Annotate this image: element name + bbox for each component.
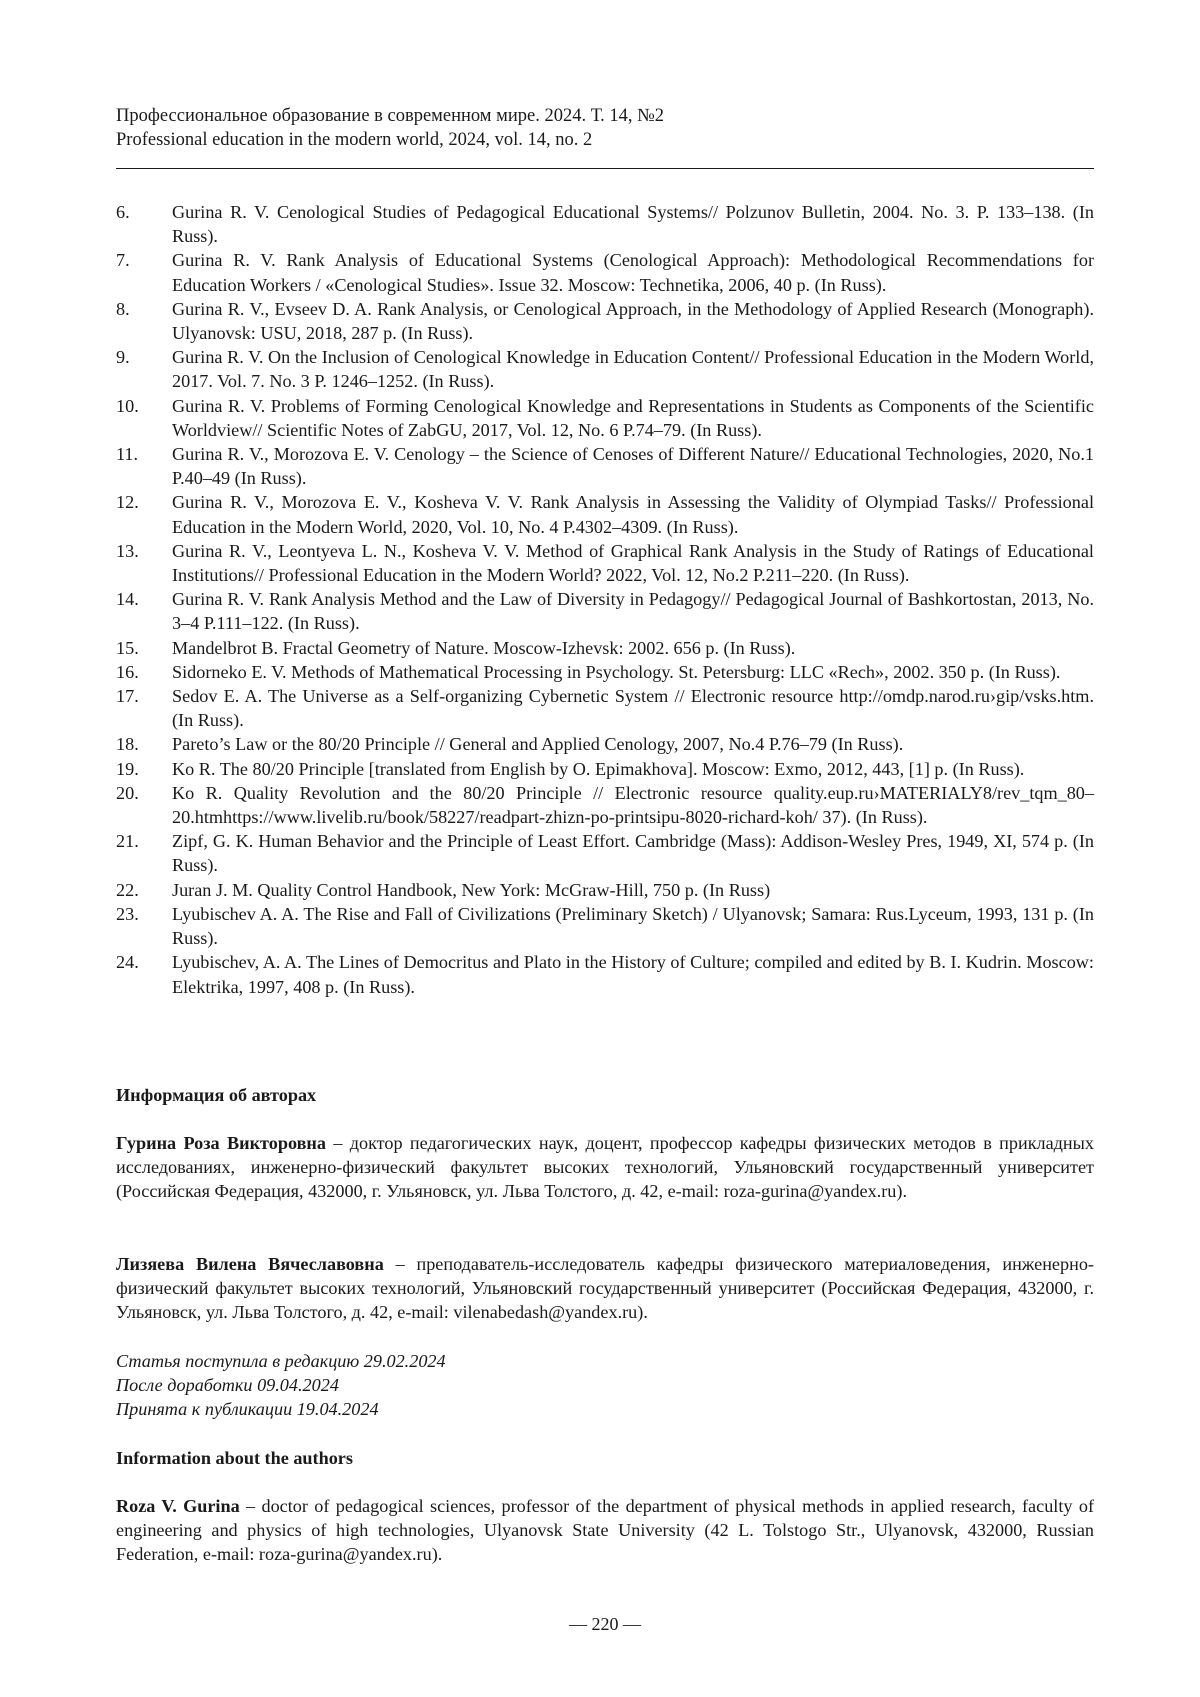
- reference-text: Pareto’s Law or the 80/20 Principle // General and Applied Cenology, 2007, No.4 P.76–79 (In Russ).: [172, 734, 903, 754]
- reference-number: 13.: [116, 539, 139, 563]
- article-dates: [116, 1349, 1094, 1422]
- reference-item: [116, 539, 1094, 587]
- reference-number: 20.: [116, 781, 139, 805]
- reference-item: [116, 442, 1094, 490]
- author-description: – преподаватель-исследователь кафедры физического материаловедения, инженерно-физический факультет высоких технологий, Ульяновский государственный университет (Российская Федерация, 432000, г. Ульяновск, ул. Льва Толстого, д. 42, e-mail: vilenabedash@yandex.ru).: [116, 1254, 1094, 1322]
- reference-text: Ko R. The 80/20 Principle [translated from English by O. Epimakhova]. Moscow: Exmo, 2012, 443, [1] p. (In Russ).: [172, 759, 1024, 779]
- reference-number: 24.: [116, 950, 139, 974]
- reference-item: [116, 345, 1094, 393]
- reference-text: Gurina R. V., Morozova E. V. Cenology – the Science of Cenoses of Different Nature// Educational Technologies, 2020, No.1 P.40–49 (In Russ).: [172, 444, 1094, 488]
- date-accepted: Принята к публикации 19.04.2024: [116, 1397, 1094, 1421]
- header-line-en: Professional education in the modern world, 2024, vol. 14, no. 2: [116, 128, 1094, 152]
- reference-item: [116, 394, 1094, 442]
- author-description: – доктор педагогических наук, доцент, профессор кафедры физических методов в прикладных исследованиях, инженерно-физический факультет высоких технологий, Ульяновский государственный университет (Российская Федерация, 432000, г. Ульяновск, ул. Льва Толстого, д. 42, e-mail: roza-gurina@yandex.ru).: [116, 1133, 1094, 1201]
- author-name: Roza V. Gurina: [116, 1496, 240, 1516]
- reference-item: [116, 781, 1094, 829]
- reference-text: Gurina R. V. On the Inclusion of Cenological Knowledge in Education Content// Professional Education in the Modern World, 2017. Vol. 7. No. 3 P. 1246–1252. (In Russ).: [172, 347, 1094, 391]
- author-bio-gurina-ru: [116, 1131, 1094, 1204]
- journal-page: [116, 0, 1094, 1697]
- author-name: Лизяева Вилена Вячеславовна: [116, 1254, 384, 1274]
- reference-text: Gurina R. V., Morozova E. V., Kosheva V. V. Rank Analysis in Assessing the Validity of Olympiad Tasks// Professional Education in the Modern World, 2020, Vol. 10, No. 4 P.4302–4309. (In Russ).: [172, 492, 1094, 536]
- reference-number: 12.: [116, 490, 139, 514]
- reference-text: Mandelbrot B. Fractal Geometry of Nature. Moscow-Izhevsk: 2002. 656 p. (In Russ).: [172, 638, 795, 658]
- reference-item: [116, 660, 1094, 684]
- author-description: – doctor of pedagogical sciences, professor of the department of physical methods in applied research, faculty of engineering and physics of high technologies, Ulyanovsk State University (42 L. Tolstogo Str., Ulyanovsk, 432000, Russian Federation, e-mail: roza-gurina@yandex.ru).: [116, 1496, 1094, 1564]
- reference-item: [116, 829, 1094, 877]
- reference-text: Gurina R. V. Rank Analysis of Educational Systems (Cenological Approach): Methodological Recommendations for Education Workers / «Cenological Studies». Issue 32. Moscow: Technetika, 2006, 40 p. (In Russ).: [172, 250, 1094, 294]
- reference-text: Ko R. Quality Revolution and the 80/20 Principle // Electronic resource quality.eup.ru›MATERIALY8/rev_tqm_80–20.htmhttps://www.livelib.ru/book/58227/readpart-zhizn-po-printsipu-8020-richard-koh/ 37). (In Russ).: [172, 783, 1094, 827]
- reference-text: Gurina R. V. Rank Analysis Method and the Law of Diversity in Pedagogy// Pedagogical Journal of Bashkortostan, 2013, No. 3–4 P.111–122. (In Russ).: [172, 589, 1094, 633]
- reference-text: Lyubischev A. A. The Rise and Fall of Civilizations (Preliminary Sketch) / Ulyanovsk; Samara: Rus.Lyceum, 1993, 131 p. (In Russ).: [172, 904, 1094, 948]
- authors-ru-title: [116, 1083, 1094, 1107]
- date-revised: После доработки 09.04.2024: [116, 1373, 1094, 1397]
- reference-number: 21.: [116, 829, 139, 853]
- reference-number: 17.: [116, 684, 139, 708]
- reference-item: [116, 248, 1094, 296]
- section-title: Information about the authors: [116, 1448, 353, 1468]
- reference-number: 22.: [116, 878, 139, 902]
- reference-text: Zipf, G. K. Human Behavior and the Principle of Least Effort. Cambridge (Mass): Addison-Wesley Pres, 1949, XI, 574 p. (In Russ).: [172, 831, 1094, 875]
- reference-number: 9.: [116, 345, 130, 369]
- author-bio-lizyaeva-ru: [116, 1252, 1094, 1325]
- reference-text: Gurina R. V. Problems of Forming Cenological Knowledge and Representations in Students as Components of the Scientific Worldview// Scientific Notes of ZabGU, 2017, Vol. 12, No. 6 P.74–79. (In Russ).: [172, 396, 1094, 440]
- reference-number: 7.: [116, 248, 130, 272]
- reference-text: Juran J. M. Quality Control Handbook, New York: McGraw-Hill, 750 p. (In Russ): [172, 880, 770, 900]
- reference-item: [116, 757, 1094, 781]
- reference-item: [116, 902, 1094, 950]
- date-received: Статья поступила в редакцию 29.02.2024: [116, 1349, 1094, 1373]
- section-title: Информация об авторах: [116, 1085, 316, 1105]
- reference-list: [116, 200, 1094, 999]
- reference-number: 18.: [116, 732, 139, 756]
- reference-text: Gurina R. V., Leontyeva L. N., Kosheva V. V. Method of Graphical Rank Analysis in the Study of Ratings of Educational Institutions// Professional Education in the Modern World? 2022, Vol. 12, No.2 P.211–220. (In Russ).: [172, 541, 1094, 585]
- reference-number: 15.: [116, 636, 139, 660]
- reference-number: 23.: [116, 902, 139, 926]
- reference-item: [116, 636, 1094, 660]
- reference-number: 14.: [116, 587, 139, 611]
- author-name: Гурина Роза Викторовна: [116, 1133, 326, 1153]
- reference-text: Sidorneko E. V. Methods of Mathematical Processing in Psychology. St. Petersburg: LLC «Rech», 2002. 350 p. (In Russ).: [172, 662, 1060, 682]
- reference-item: [116, 878, 1094, 902]
- reference-text: Gurina R. V., Evseev D. A. Rank Analysis, or Cenological Approach, in the Methodology of Applied Research (Monograph). Ulyanovsk: USU, 2018, 287 p. (In Russ).: [172, 299, 1094, 343]
- authors-en-title: [116, 1446, 1094, 1470]
- reference-item: [116, 684, 1094, 732]
- reference-text: Gurina R. V. Cenological Studies of Pedagogical Educational Systems// Polzunov Bulletin, 2004. No. 3. P. 133–138. (In Russ).: [172, 202, 1094, 246]
- reference-item: [116, 587, 1094, 635]
- author-bio-gurina-en: [116, 1494, 1094, 1567]
- reference-number: 19.: [116, 757, 139, 781]
- reference-text: Lyubischev, A. A. The Lines of Democritus and Plato in the History of Culture; compiled and edited by B. I. Kudrin. Moscow: Elektrika, 1997, 408 p. (In Russ).: [172, 952, 1094, 996]
- running-header: [116, 104, 1094, 152]
- reference-item: [116, 490, 1094, 538]
- reference-item: [116, 732, 1094, 756]
- reference-text: Sedov E. A. The Universe as a Self-organizing Cybernetic System // Electronic resource http://omdp.narod.ru›gip/vsks.htm. (In Russ).: [172, 686, 1094, 730]
- reference-item: [116, 297, 1094, 345]
- page-number: — 220 —: [116, 1614, 1094, 1635]
- reference-number: 16.: [116, 660, 139, 684]
- header-line-ru: Профессиональное образование в современном мире. 2024. Т. 14, №2: [116, 104, 1094, 128]
- reference-item: [116, 950, 1094, 998]
- reference-number: 6.: [116, 200, 130, 224]
- reference-number: 10.: [116, 394, 139, 418]
- reference-item: [116, 200, 1094, 248]
- reference-number: 8.: [116, 297, 130, 321]
- header-divider: [116, 168, 1094, 169]
- reference-number: 11.: [116, 442, 138, 466]
